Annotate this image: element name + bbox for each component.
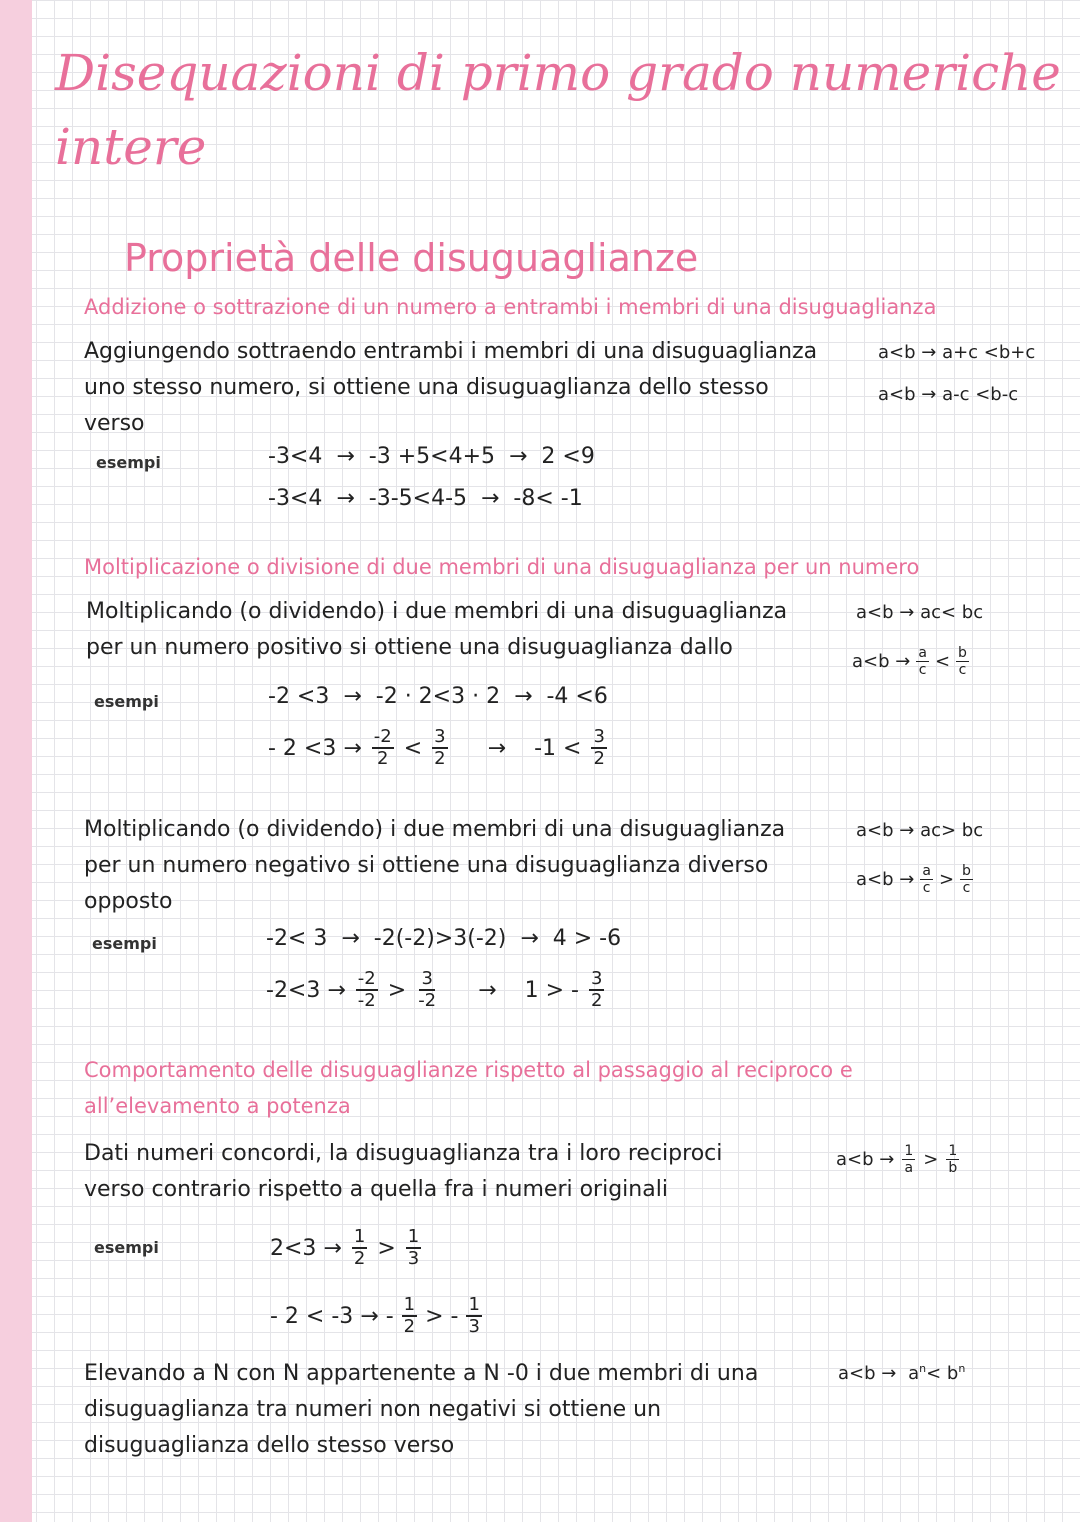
- s2-text-line-1: Moltiplicando (o dividendo) i due membri di una disuguaglianza: [86, 599, 788, 624]
- fraction-b-over-c-neg: $\frac{b}{c}$: [962, 863, 971, 896]
- fraction-a-over-c-neg: $\frac{a}{c}$: [922, 863, 931, 896]
- s1-text-line-1: Aggiungendo sottraendo entrambi i membri di una disuguaglianza: [84, 339, 818, 364]
- s4-subtitle-line-2: all’elevamento a potenza: [84, 1094, 351, 1118]
- fraction-1-over-b: $\frac{1}{b}$: [948, 1143, 958, 1176]
- s3-rule-multiply: a<b → ac> bc: [856, 820, 984, 841]
- fraction-3-over-minus2: $\frac{3}{-2}$: [418, 968, 437, 1011]
- s4-example-2: - 2 < -3 → - $\frac{1}{2}$ > - $\frac{1}{3}$: [270, 1294, 480, 1337]
- s4-examples-label: esempi: [94, 1238, 159, 1257]
- s4-text-line-2: verso contrario rispetto a quella fra i numeri originali: [84, 1177, 668, 1202]
- s1-example-2: -3<4 → -3-5<4-5 → -8< -1: [268, 486, 583, 511]
- fraction-1-over-2-neg: $\frac{1}{2}$: [403, 1294, 416, 1337]
- s5-text-line-1: Elevando a N con N appartenente a N -0 i due membri di una: [84, 1361, 759, 1386]
- fraction-minus2-over-minus2: $\frac{-2}{-2}$: [357, 968, 376, 1011]
- s4-subtitle-line-1: Comportamento delle disuguaglianze rispetto al passaggio al reciproco e: [84, 1058, 853, 1082]
- s3-examples-label: esempi: [92, 934, 157, 953]
- s2-examples-label: esempi: [94, 692, 159, 711]
- fraction-3-over-2: $\frac{3}{2}$: [434, 726, 446, 769]
- s2-rule-multiply: a<b → ac< bc: [856, 602, 984, 623]
- s3-text-line-2: per un numero negativo si ottiene una disuguaglianza diverso: [84, 853, 769, 878]
- fraction-1-over-2: $\frac{1}{2}$: [353, 1226, 366, 1269]
- s3-rule-divide: a<b → $\frac{a}{c}$ > $\frac{b}{c}$: [856, 863, 971, 896]
- margin-strip: [0, 0, 32, 1522]
- s1-text-line-3: verso: [84, 411, 145, 436]
- s2-subtitle: Moltiplicazione o divisione di due membri di una disuguaglianza per un numero: [84, 555, 920, 579]
- s3-text-line-1: Moltiplicando (o dividendo) i due membri di una disuguaglianza: [84, 817, 786, 842]
- fraction-3-over-2-result: $\frac{3}{2}$: [593, 726, 605, 769]
- s4-example-1: 2<3 → $\frac{1}{2}$ > $\frac{1}{3}$: [270, 1226, 420, 1269]
- s5-text-line-3: disuguaglianza dello stesso verso: [84, 1433, 455, 1458]
- s2-text-line-2: per un numero positivo si ottiene una disuguaglianza dallo: [86, 635, 733, 660]
- page-title-line-2: intere: [55, 118, 207, 176]
- fraction-1-over-a: $\frac{1}{a}$: [904, 1143, 914, 1176]
- s2-rule-divide-left: a<b →: [852, 651, 911, 672]
- s1-examples-label: esempi: [96, 453, 161, 472]
- s1-example-1: -3<4 → -3 +5<4+5 → 2 <9: [268, 444, 595, 469]
- s4-rule-reciprocal: a<b → $\frac{1}{a}$ > $\frac{1}{b}$: [836, 1143, 958, 1176]
- s2-example-2: - 2 <3 → $\frac{-2}{2}$ < $\frac{3}{2}$ → -1 < $\frac{3}{2}$: [268, 726, 605, 769]
- s3-example-2: -2<3 → $\frac{-2}{-2}$ > $\frac{3}{-2}$ → 1 > - $\frac{3}{2}$: [266, 968, 603, 1011]
- fraction-1-over-3-neg: $\frac{1}{3}$: [468, 1294, 480, 1337]
- s2-example-1: -2 <3 → -2 · 2<3 · 2 → -4 <6: [268, 684, 608, 709]
- s3-example-1: -2< 3 → -2(-2)>3(-2) → 4 > -6: [266, 926, 622, 951]
- fraction-b-over-c: $\frac{b}{c}$: [958, 645, 967, 678]
- s5-text-line-2: disuguaglianza tra numeri non negativi si ottiene un: [84, 1397, 662, 1422]
- s1-subtitle: Addizione o sottrazione di un numero a entrambi i membri di una disuguaglianza: [84, 295, 937, 319]
- fraction-3-over-2-neg-result: $\frac{3}{2}$: [590, 968, 603, 1011]
- section-title: Proprietà delle disuguaglianze: [124, 236, 699, 280]
- fraction-minus2-over-2: $\frac{-2}{2}$: [373, 726, 392, 769]
- s5-rule-power: $a<b \to a^n< b^n$: [838, 1362, 966, 1384]
- s2-rule-divide: a<b → $\frac{a}{c}$ < $\frac{b}{c}$: [852, 645, 967, 678]
- fraction-1-over-3: $\frac{1}{3}$: [407, 1226, 420, 1269]
- s3-text-line-3: opposto: [84, 889, 173, 914]
- s1-rule-sub: a<b → a-c <b-c: [878, 384, 1019, 405]
- s1-rule-add: a<b → a+c <b+c: [878, 342, 1036, 363]
- s4-text-line-1: Dati numeri concordi, la disuguaglianza tra i loro reciproci: [84, 1141, 723, 1166]
- s1-text-line-2: uno stesso numero, si ottiene una disuguaglianza dello stesso: [84, 375, 769, 400]
- fraction-a-over-c: $\frac{a}{c}$: [918, 645, 927, 678]
- page-title-line-1: Disequazioni di primo grado numeriche: [55, 44, 1061, 102]
